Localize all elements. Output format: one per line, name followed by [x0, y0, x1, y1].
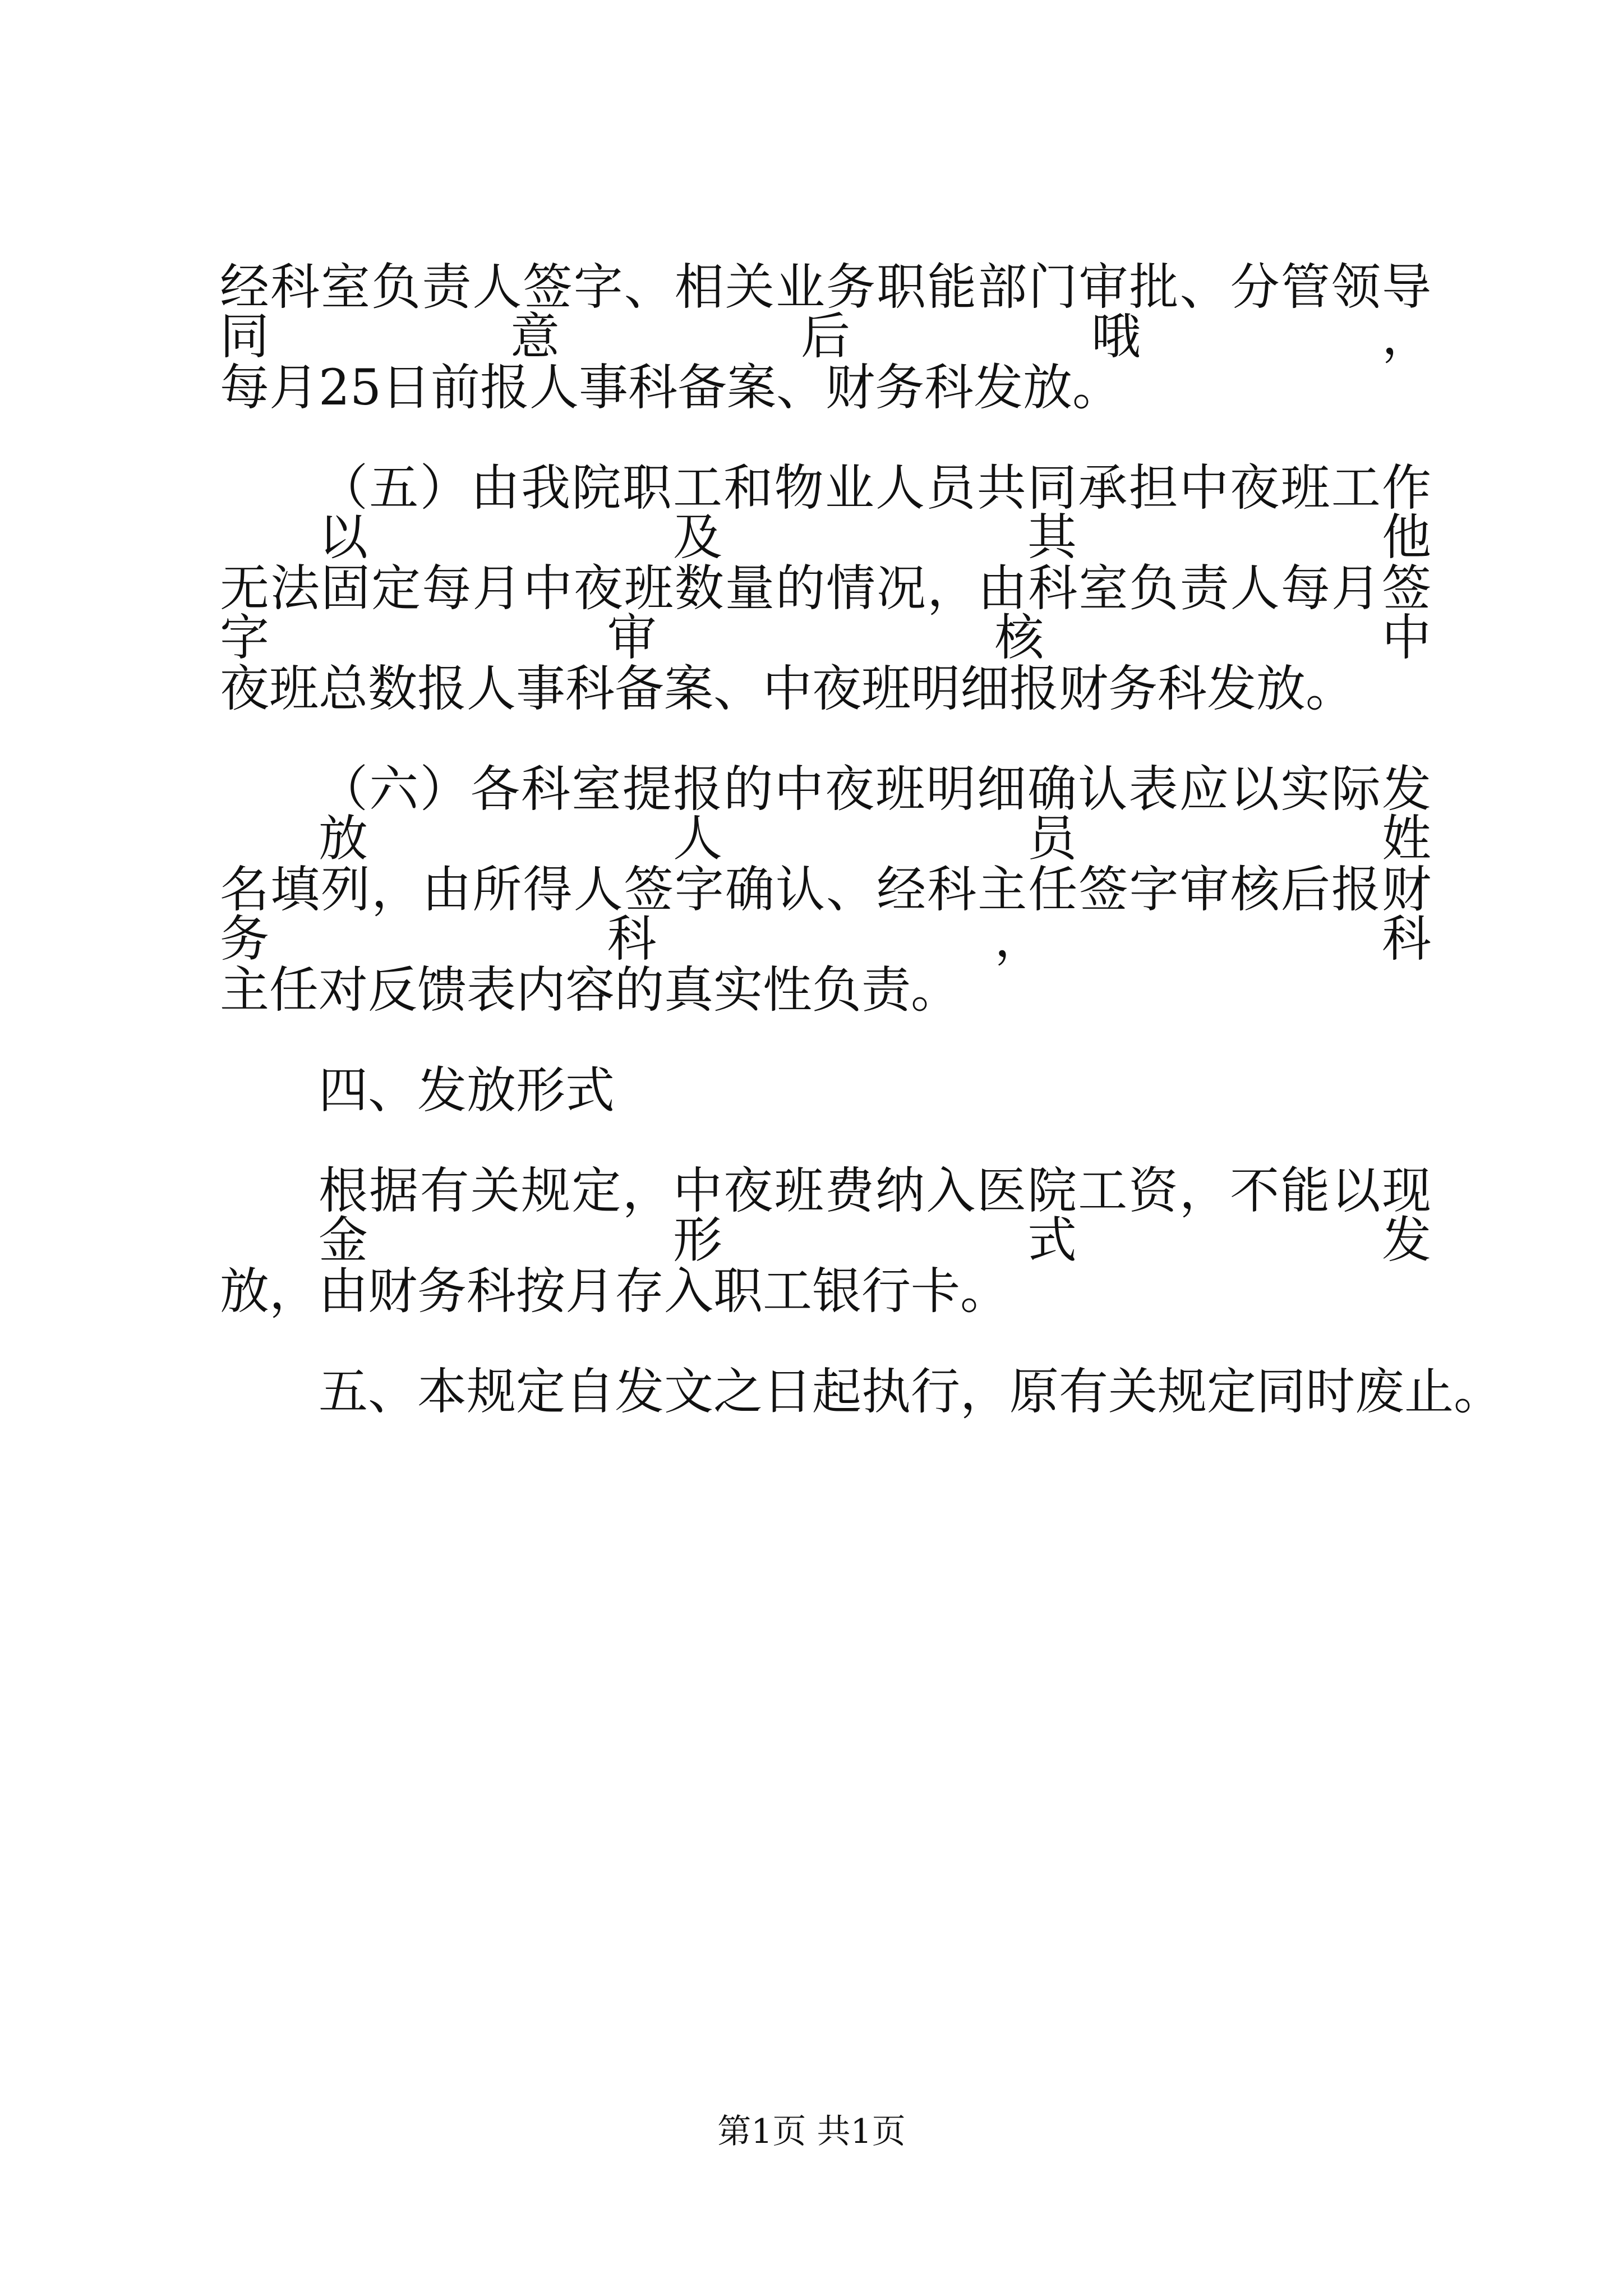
paragraph-line-5: 夜班总数报人事科备案、中夜班明细报财务科发放。 — [220, 660, 1355, 717]
page-footer: 第1页 共1页 — [717, 2112, 906, 2151]
section-heading: 四、发放形式 — [319, 1061, 615, 1119]
paragraph-line-1: 经科室负责人签字、相关业务职能部门审批、分管领导同意后哦， — [220, 258, 1431, 365]
paragraph-line-11: 放，由财务科按月存入职工银行卡。 — [220, 1262, 1010, 1320]
paragraph-line-6: （六）各科室提报的中夜班明细确认表应以实际发放人员姓 — [319, 760, 1431, 867]
paragraph-line-8: 主任对反馈表内容的真实性负责。 — [220, 961, 961, 1019]
paragraph-line-3: （五）由我院职工和物业人员共同承担中夜班工作以及其他 — [319, 459, 1431, 566]
paragraph-line-4: 无法固定每月中夜班数量的情况，由科室负责人每月签字审核中 — [220, 559, 1431, 666]
paragraph-line-12: 五、本规定自发文之日起执行，原有关规定同时废止。 — [319, 1363, 1504, 1420]
paragraph-line-2: 每月25日前报人事科备案、财务科发放。 — [220, 358, 1122, 416]
paragraph-line-10: 根据有关规定，中夜班费纳入医院工资，不能以现金形式发 — [319, 1162, 1431, 1269]
paragraph-line-7: 名填列，由所得人签字确认、经科主任签字审核后报财务科，科 — [220, 861, 1431, 968]
document-body — [220, 258, 1504, 1467]
